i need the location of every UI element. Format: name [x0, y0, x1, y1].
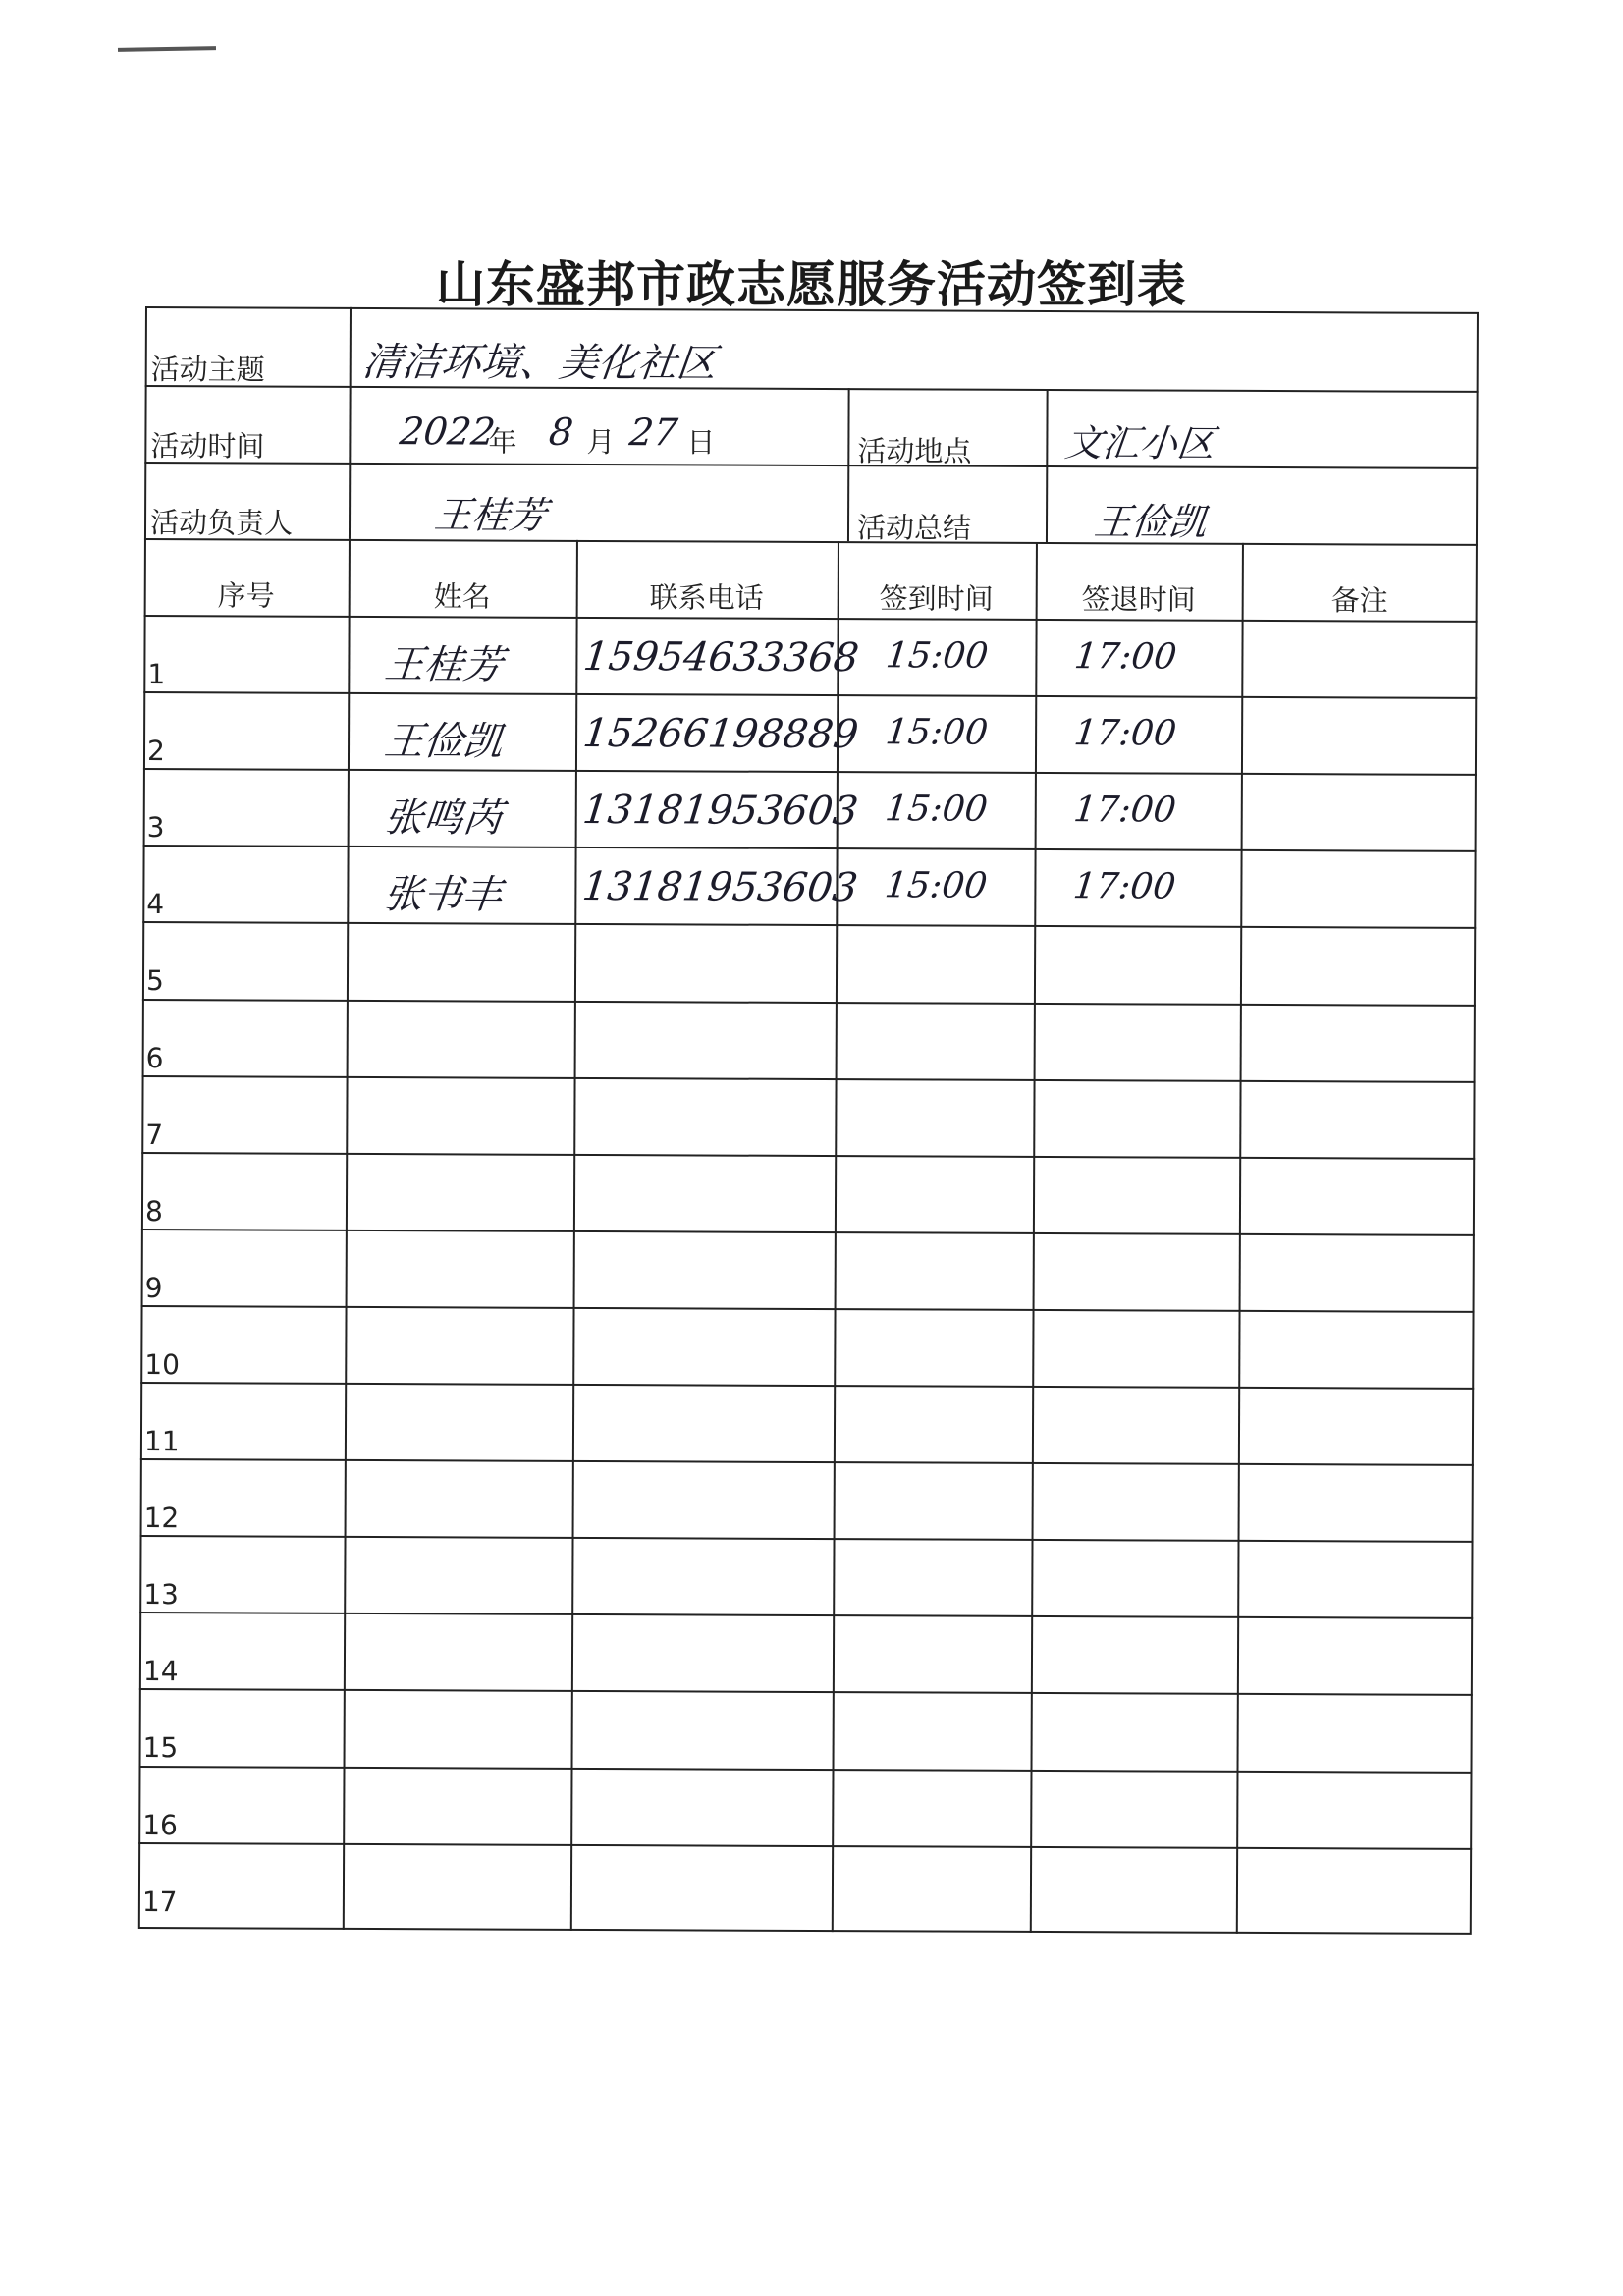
location-value: 文汇小区	[1062, 421, 1217, 465]
row-number: 9	[144, 1271, 163, 1304]
time-year: 2022	[398, 410, 498, 454]
row-number: 13	[143, 1578, 179, 1612]
table-header-6: 备注	[1330, 583, 1388, 618]
row-name: 王桂芳	[382, 642, 506, 688]
row-sign-in-time: 15:00	[883, 712, 991, 753]
row-sign-out-time: 17:00	[1071, 790, 1178, 831]
row-sign-out-time: 17:00	[1072, 636, 1179, 678]
row-sign-in-time: 15:00	[883, 865, 990, 907]
time-year-unit: 年	[488, 424, 517, 459]
row-number: 15	[142, 1731, 179, 1765]
leader-label: 活动负责人	[149, 506, 294, 540]
row-name: 王俭凯	[382, 719, 506, 765]
row-number: 8	[144, 1194, 163, 1228]
time-month: 8	[547, 410, 576, 454]
theme-label: 活动主题	[150, 353, 265, 387]
location-label: 活动地点	[857, 434, 972, 468]
table-header-3: 联系电话	[649, 580, 764, 615]
time-label: 活动时间	[150, 429, 265, 464]
leader-value: 王桂芳	[432, 493, 550, 537]
theme-value: 清洁环境、美化社区	[359, 339, 719, 387]
row-number: 6	[145, 1041, 164, 1074]
row-number: 17	[141, 1885, 178, 1918]
form-title: 山东盛邦市政志愿服务活动签到表	[436, 255, 1187, 313]
time-month-unit: 月	[586, 424, 616, 460]
row-number: 11	[143, 1425, 180, 1458]
time-day-unit: 日	[686, 425, 716, 460]
row-phone: 13181953603	[580, 788, 861, 835]
row-number: 5	[145, 964, 164, 998]
table-header-5: 签退时间	[1081, 582, 1196, 617]
row-sign-out-time: 17:00	[1071, 713, 1179, 754]
row-number: 16	[142, 1808, 178, 1841]
row-sign-out-time: 17:00	[1071, 866, 1178, 907]
row-phone: 15954633368	[580, 633, 861, 682]
time-day: 27	[627, 410, 680, 455]
row-number: 2	[146, 735, 165, 768]
summary-value: 王俭凯	[1092, 500, 1210, 544]
row-sign-in-time: 15:00	[883, 789, 990, 830]
sign-in-sheet	[138, 306, 1479, 1935]
row-number: 1	[147, 658, 166, 691]
row-phone: 13181953603	[579, 864, 860, 911]
table-header-1: 序号	[217, 578, 275, 613]
summary-label: 活动总结	[856, 511, 972, 545]
row-number: 14	[142, 1655, 179, 1688]
row-number: 7	[145, 1118, 164, 1151]
row-name: 张书丰	[381, 872, 505, 918]
row-name: 张鸣芮	[381, 795, 505, 842]
row-number: 10	[144, 1347, 181, 1382]
row-number: 12	[143, 1502, 180, 1535]
row-phone: 15266198889	[580, 711, 861, 758]
table-header-4: 签到时间	[879, 581, 994, 616]
row-number: 4	[146, 888, 165, 921]
scan-artifact-mark	[118, 46, 216, 52]
row-number: 3	[146, 811, 165, 845]
table-header-2: 姓名	[433, 579, 491, 614]
row-sign-in-time: 15:00	[884, 635, 991, 677]
